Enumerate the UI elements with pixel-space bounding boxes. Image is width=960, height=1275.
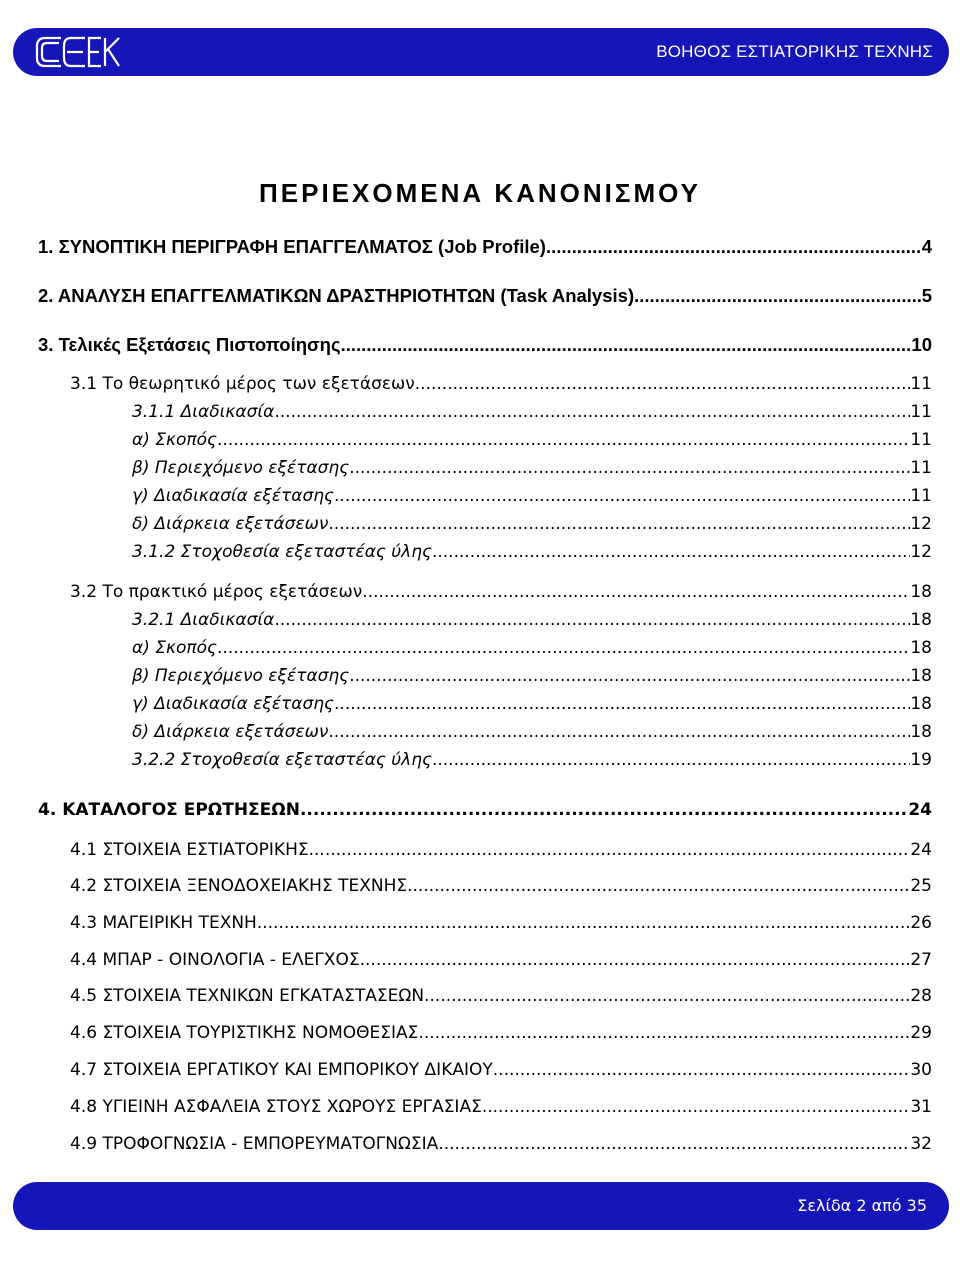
toc-entry-1[interactable]: 1. ΣΥΝΟΠΤΙΚΗ ΠΕΡΙΓΡΑΦΗ ΕΠΑΓΓΕΛΜΑΤΟΣ (Job Profile) ..... 4	[38, 236, 932, 258]
toc-entry-3[interactable]: 3. Τελικές Εξετάσεις Πιστοποίησης ..... 10	[38, 334, 932, 356]
toc-entry-2[interactable]: 2. ΑΝΑΛΥΣΗ ΕΠΑΓΓΕΛΜΑΤΙΚΩΝ ΔΡΑΣΤΗΡΙΟΤΗΤΩΝ (Task Analysis) ..... 5	[38, 285, 932, 307]
toc-entry-3-1-1-b[interactable]: β) Περιεχόμενο εξέτασης ..... 11	[132, 458, 932, 478]
toc-entry-3-2-1-d[interactable]: δ) Διάρκεια εξετάσεων ..... 18	[132, 722, 932, 742]
toc-entry-4-6[interactable]: 4.6 ΣΤΟΙΧΕΙΑ ΤΟΥΡΙΣΤΙΚΗΣ ΝΟΜΟΘΕΣΙΑΣ ..... 29	[70, 1023, 932, 1043]
toc-entry-4-4[interactable]: 4.4 ΜΠΑΡ - ΟΙΝΟΛΟΓΙΑ - ΕΛΕΓΧΟΣ ..... 27	[70, 950, 932, 970]
toc-entry-3-1[interactable]: 3.1 Το θεωρητικό μέρος των εξετάσεων ..... 11	[70, 374, 932, 394]
toc-entry-4[interactable]: 4. ΚΑΤΑΛΟΓΟΣ ΕΡΩΤΗΣΕΩΝ ..... 24	[38, 800, 932, 820]
toc-entry-3-2-1-b[interactable]: β) Περιεχόμενο εξέτασης ..... 18	[132, 666, 932, 686]
header-title: ΒΟΗΘΟΣ ΕΣΤΙΑΤΟΡΙΚΗΣ ΤΕΧΝΗΣ	[656, 42, 933, 61]
document-title: ΠΕΡΙΕΧΟΜΕΝΑ ΚΑΝΟΝΙΣΜΟΥ	[258, 178, 702, 208]
toc-entry-3-2-1-c[interactable]: γ) Διαδικασία εξέτασης ..... 18	[132, 694, 932, 714]
toc-entry-4-7[interactable]: 4.7 ΣΤΟΙΧΕΙΑ ΕΡΓΑΤΙΚΟΥ ΚΑΙ ΕΜΠΟΡΙΚΟΥ ΔΙΚΑΙΟΥ ..... 30	[70, 1060, 932, 1080]
toc-entry-3-1-1-d[interactable]: δ) Διάρκεια εξετάσεων ..... 12	[132, 514, 932, 534]
toc-entry-4-8[interactable]: 4.8 ΥΓΙΕΙΝΗ ΑΣΦΑΛΕΙΑ ΣΤΟΥΣ ΧΩΡΟΥΣ ΕΡΓΑΣΙΑΣ ..... 31	[70, 1097, 932, 1117]
toc-entry-3-2-1[interactable]: 3.2.1 Διαδικασία ..... 18	[132, 610, 932, 630]
toc-entry-3-1-1-a[interactable]: α) Σκοπός ..... 11	[132, 430, 932, 450]
toc-entry-3-1-1-c[interactable]: γ) Διαδικασία εξέτασης ..... 11	[132, 486, 932, 506]
toc-entry-3-2-2[interactable]: 3.2.2 Στοχοθεσία εξεταστέας ύλης ..... 19	[132, 750, 932, 770]
toc-entry-3-1-2[interactable]: 3.1.2 Στοχοθεσία εξεταστέας ύλης ..... 12	[132, 542, 932, 562]
toc-entry-4-9[interactable]: 4.9 ΤΡΟΦΟΓΝΩΣΙΑ - ΕΜΠΟΡΕΥΜΑΤΟΓΝΩΣΙΑ ..... 32	[70, 1134, 932, 1154]
toc-entry-4-1[interactable]: 4.1 ΣΤΟΙΧΕΙΑ ΕΣΤΙΑΤΟΡΙΚΗΣ ..... 24	[70, 840, 932, 860]
ceek-logo-icon	[31, 32, 123, 72]
footer-bar	[13, 1182, 949, 1230]
toc-entry-4-3[interactable]: 4.3 ΜΑΓΕΙΡΙΚΗ ΤΕΧΝΗ ..... 26	[70, 913, 932, 933]
toc-entry-4-5[interactable]: 4.5 ΣΤΟΙΧΕΙΑ ΤΕΧΝΙΚΩΝ ΕΓΚΑΤΑΣΤΑΣΕΩΝ ..... 28	[70, 986, 932, 1006]
header-bar	[13, 28, 949, 76]
toc-entry-3-1-1[interactable]: 3.1.1 Διαδικασία ..... 11	[132, 402, 932, 422]
page-number: Σελίδα 2 από 35	[797, 1196, 927, 1215]
toc-entry-3-2-1-a[interactable]: α) Σκοπός ..... 18	[132, 638, 932, 658]
toc-entry-3-2[interactable]: 3.2 Το πρακτικό μέρος εξετάσεων ..... 18	[70, 582, 932, 602]
toc-entry-4-2[interactable]: 4.2 ΣΤΟΙΧΕΙΑ ΞΕΝΟΔΟΧΕΙΑΚΗΣ ΤΕΧΝΗΣ ..... 25	[70, 876, 932, 896]
